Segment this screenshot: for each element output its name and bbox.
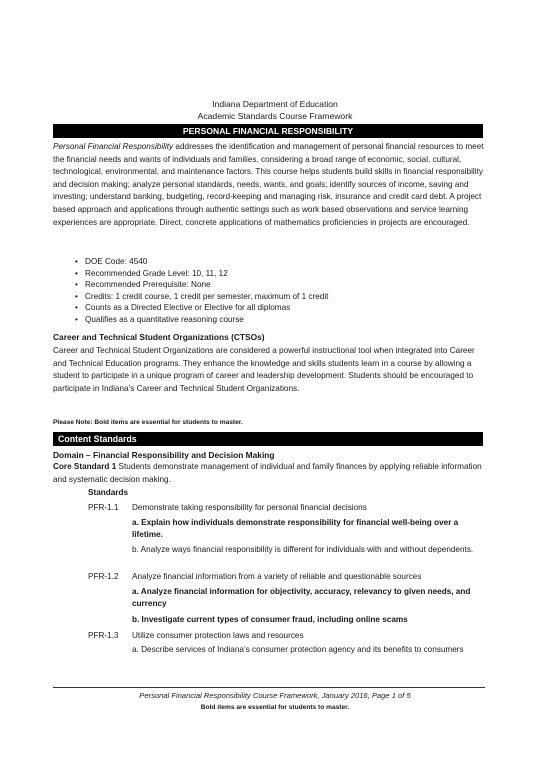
course-details-list: [53, 256, 483, 326]
list-item: • Qualifies as a quantitative reasoning course: [53, 314, 483, 326]
list-item: • Recommended Prerequisite: None: [53, 279, 483, 291]
footer-note: Bold items are essential for students to master.: [200, 704, 350, 711]
list-item: • Credits: 1 credit course, 1 credit per semester, maximum of 1 credit: [53, 291, 483, 303]
list-item: • DOE Code: 4540: [53, 256, 483, 268]
standards-heading: Standards: [88, 488, 129, 497]
header-framework: Academic Standards Course Framework: [197, 111, 353, 121]
sub-item: a. Explain how individuals demonstrate responsibility for financial well-being over a lifetime.: [132, 518, 459, 540]
standard-text: Demonstrate taking responsibility for personal financial decisions: [132, 503, 367, 512]
ctso-heading: Career and Technical Student Organizations (CTSOs): [53, 332, 265, 342]
standard-text: Analyze financial information from a variety of reliable and questionable sources: [132, 572, 422, 581]
standard-code: PFR-1.3: [88, 631, 119, 640]
course-description-text: addresses the identification and management of personal financial resources to meet the financial needs and wants of individuals and families, considering a broad range of economic, social, cultural, technological, environmental, and maintenance factors. This course helps students build skills in financial responsibility and decision making; analyze personal standards, needs, wants, and goals; identify sources of income, saving and investing; understand banking, budgeting, record-keeping and managing risk, insurance and credit card debt. A project based approach and applications through authentic settings such as work based observations and service learning experiences are appropriate. Direct, concrete applications of mathematics proficiencies in projects are encouraged.: [53, 142, 484, 227]
sub-item: b. Investigate current types of consumer fraud, including online scams: [132, 615, 408, 624]
core-standard-text: Students demonstrate management of individual and family finances by applying reliable information and systematic decision making.: [53, 462, 482, 484]
core-standard: [53, 461, 485, 486]
footer-page-info: Personal Financial Responsibility Course Framework, January 2016, Page 1 of 5: [139, 691, 411, 700]
sub-item: a. Describe services of Indiana’s consumer protection agency and its benefits to consumers: [132, 645, 464, 654]
core-standard-label: Core Standard 1: [53, 462, 117, 471]
sub-item: a. Analyze financial information for objectivity, accuracy, relevancy to given needs, and currency: [132, 587, 471, 609]
essential-note: Please Note: Bold items are essential for students to master.: [53, 419, 243, 426]
course-description: [53, 141, 485, 229]
course-name-italic: Personal Financial Responsibility: [53, 142, 174, 151]
list-item: • Counts as a Directed Elective or Elective for all diplomas: [53, 302, 483, 314]
header-organization: Indiana Department of Education: [212, 99, 338, 109]
standard-code: PFR-1.1: [88, 503, 119, 512]
content-standards-bar: Content Standards: [53, 432, 483, 446]
ctso-description: Career and Technical Student Organizations are considered a powerful instructional tool when integrated into Career and Technical Education programs. They enhance the knowledge and skills students learn in a course by allowing a student to participate in a unique program of career and leadership development. Students should be encouraged to participate in Indiana’s Career and Technical Student Organizations.: [53, 346, 475, 393]
sub-item: b. Analyze ways financial responsibility is different for individuals with and without dependents.: [132, 545, 474, 554]
domain-title: Domain – Financial Responsibility and Decision Making: [53, 450, 275, 460]
standard-text: Utilize consumer protection laws and resources: [132, 631, 304, 640]
footer-rule: [53, 687, 485, 688]
course-title-bar: PERSONAL FINANCIAL RESPONSIBILITY: [53, 124, 483, 138]
standard-code: PFR-1.2: [88, 572, 119, 581]
list-item: • Recommended Grade Level: 10, 11, 12: [53, 268, 483, 280]
